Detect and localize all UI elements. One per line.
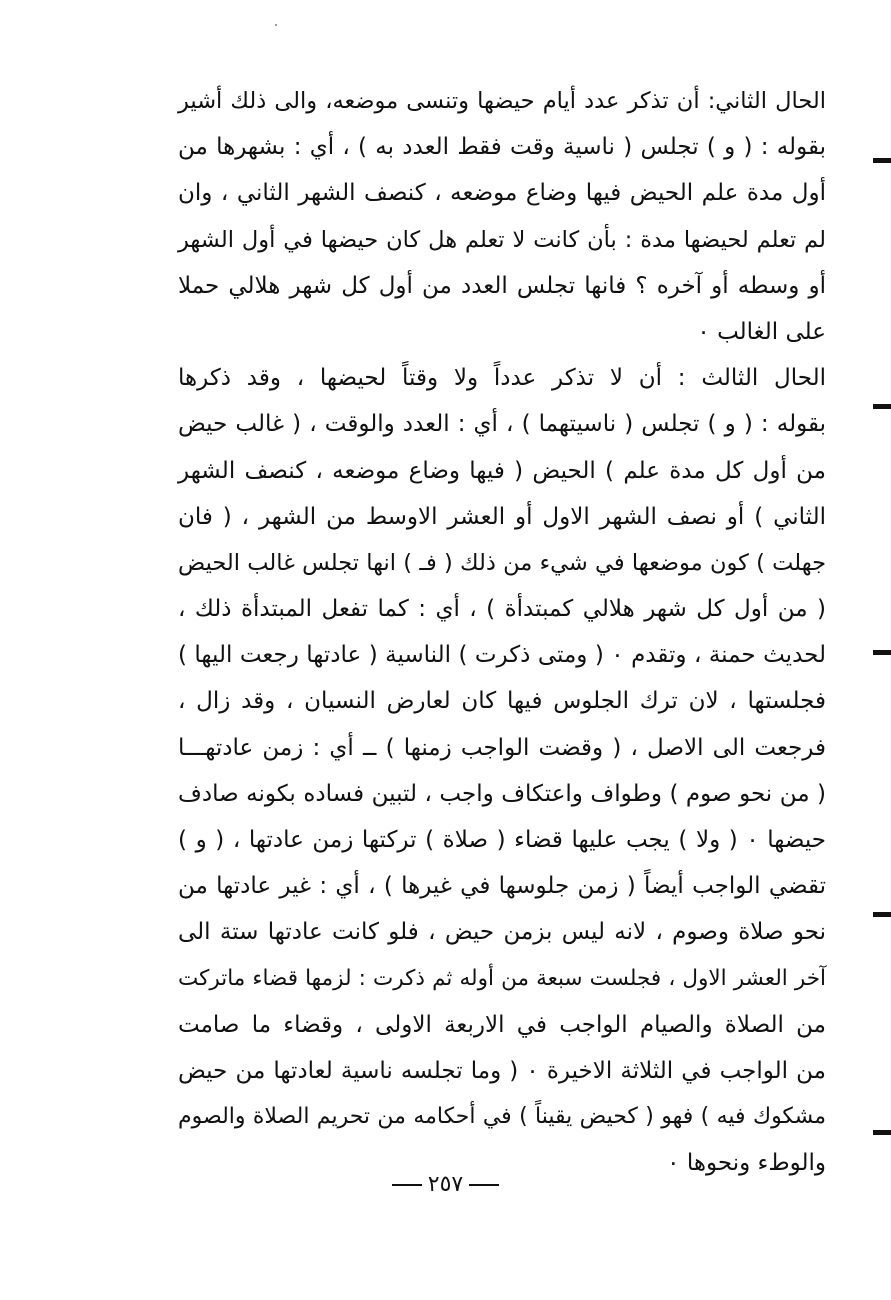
text-line: الحال الثاني: أن تذكر عدد أيام حيضها وتنسى موضعه، والى ذلك أشير bbox=[178, 88, 826, 114]
margin-tick bbox=[873, 158, 891, 163]
text-line: فرجعت الى الاصل ، ( وقضت الواجب زمنها ) ــ أي : زمن عادتهـــا bbox=[178, 734, 826, 761]
margin-tick bbox=[873, 1130, 891, 1135]
text-line: نحو صلاة وصوم ، لانه ليس بزمن حيض ، فلو كانت عادتها ستة الى bbox=[178, 919, 826, 946]
page-number-value: ٢٥٧ bbox=[427, 1172, 464, 1197]
text-line: مشكوك فيه ) فهو ( كحيض يقيناً ) في أحكامه من تحريم الصلاة والصوم bbox=[178, 1104, 826, 1130]
text-line: من الصلاة والصيام الواجب في الاربعة الاولى ، وقضاء ما صامت bbox=[178, 1011, 826, 1038]
text-line: الحال الثالث : أن لا تذكر عدداً ولا وقتاً لحيضها ، وقد ذكرها bbox=[178, 365, 826, 392]
text-line: جهلت ) كون موضعها في شيء من ذلك ( فـ ) انها تجلس غالب الحيض bbox=[178, 549, 826, 576]
text-line: أول مدة علم الحيض فيها وضاع موضعه ، كنصف الشهر الثاني ، وان bbox=[178, 180, 826, 207]
text-line: الثاني ) أو نصف الشهر الاول أو العشر الاوسط من الشهر ، ( فان bbox=[178, 503, 826, 530]
text-line: تقضي الواجب أيضاً ( زمن جلوسها في غيرها ) ، أي : غير عادتها من bbox=[178, 873, 826, 900]
text-line: فجلستها ، لان ترك الجلوس فيها كان لعارض النسيان ، وقد زال ، bbox=[178, 688, 826, 715]
page-number-dash-left bbox=[469, 1184, 499, 1186]
text-line: لحديث حمنة ، وتقدم ٠ ( ومتى ذكرت ) الناسية ( عادتها رجعت اليها ) bbox=[178, 642, 826, 669]
text-line: آخر العشر الاول ، فجلست سبعة من أوله ثم ذكرت : لزمها قضاء ماتركت bbox=[178, 965, 826, 991]
text-line: بقوله : ( و ) تجلس ( ناسيتهما ) ، أي : العدد والوقت ، ( غالب حيض bbox=[178, 411, 826, 438]
body-text bbox=[178, 78, 826, 1187]
text-line: بقوله : ( و ) تجلس ( ناسية وقت فقط العدد به ) ، أي : بشهرها من bbox=[178, 134, 826, 161]
page-number bbox=[0, 1172, 891, 1197]
margin-tick bbox=[873, 650, 891, 655]
scan-speck bbox=[275, 24, 277, 26]
text-line: ( من نحو صوم ) وطواف واعتكاف واجب ، لتبين فساده بكونه صادف bbox=[178, 780, 826, 807]
text-line: أو وسطه أو آخره ؟ فانها تجلس العدد من أول كل شهر هلالي حملا bbox=[178, 272, 826, 299]
margin-tick bbox=[873, 912, 891, 917]
text-line: لم تعلم لحيضها مدة : بأن كانت لا تعلم هل كان حيضها في أول الشهر bbox=[178, 226, 826, 253]
text-line: من الواجب في الثلاثة الاخيرة ٠ ( وما تجلسه ناسية لعادتها من حيض bbox=[178, 1057, 826, 1084]
text-line: والوطء ونحوها ٠ bbox=[667, 1150, 826, 1177]
text-line: حيضها ٠ ( ولا ) يجب عليها قضاء ( صلاة ) تركتها زمن عادتها ، ( و ) bbox=[178, 827, 826, 853]
text-line: ( من أول كل شهر هلالي كمبتدأة ) ، أي : كما تفعل المبتدأة ذلك ، bbox=[178, 596, 826, 623]
paragraph-second-case bbox=[178, 78, 826, 355]
paragraph-third-case bbox=[178, 355, 826, 1186]
page-number-dash-right bbox=[392, 1184, 422, 1186]
text-line: على الغالب ٠ bbox=[697, 318, 826, 345]
text-line: من أول كل مدة علم ) الحيض ( فيها وضاع موضعه ، كنصف الشهر bbox=[178, 457, 826, 484]
margin-tick bbox=[873, 404, 891, 409]
